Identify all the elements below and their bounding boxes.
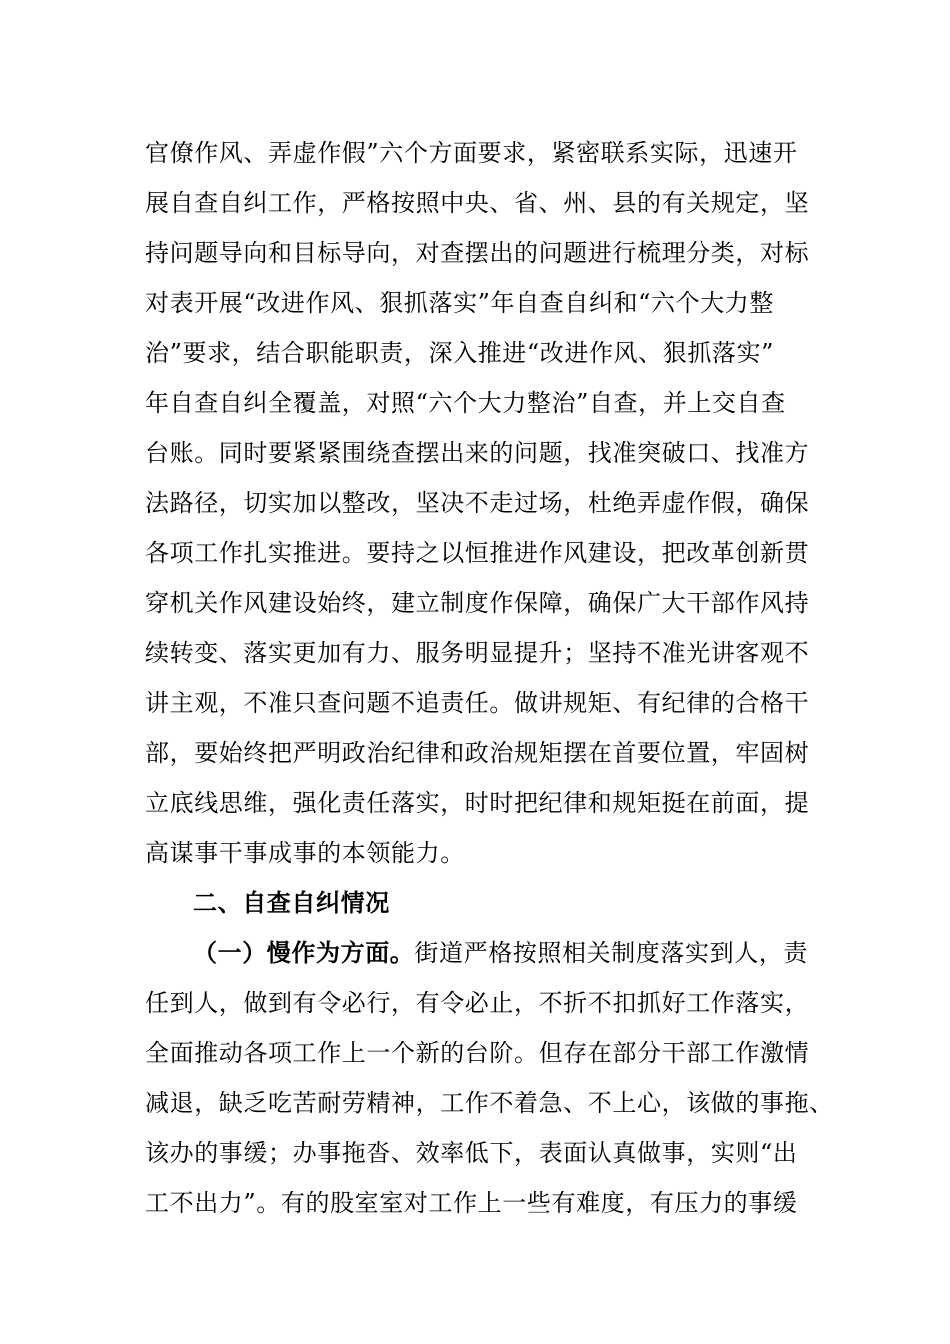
subsection-title: （一）慢作为方面。 — [193, 938, 415, 967]
paragraph-line: 部，要始终把严明政治纪律和政治规矩摆在首要位置，牢固树 — [145, 739, 810, 767]
paragraph-line: 任到人，做到有令必行，有令必止，不折不扣抓好工作落实， — [145, 989, 810, 1017]
paragraph-line: 法路径，切实加以整改，坚决不走过场，杜绝弄虚作假，确保 — [145, 489, 810, 517]
paragraph-line: 该办的事缓；办事拖沓、效率低下，表面认真做事，实则“出 — [145, 1139, 798, 1167]
paragraph-line: 台账。同时要紧紧围绕查摆出来的问题，找准突破口、找准方 — [145, 439, 810, 467]
paragraph-line: 对表开展“改进作风、狠抓落实”年自查自纠和“六个大力整 — [145, 289, 775, 317]
paragraph-line: 官僚作风、弄虚作假”六个方面要求，紧密联系实际，迅速开 — [145, 139, 798, 167]
subsection-first-line-text: 街道严格按照相关制度落实到人，责 — [414, 939, 809, 967]
paragraph-line: 年自查自纠全覆盖，对照“六个大力整治”自查，并上交自查 — [145, 389, 786, 417]
section-heading: 二、自查自纠情况 — [193, 888, 390, 917]
paragraph-line: 展自查自纠工作，严格按照中央、省、州、县的有关规定，坚 — [145, 189, 810, 217]
paragraph-line: 治”要求，结合职能职责，深入推进“改进作风、狠抓落实” — [145, 339, 775, 367]
paragraph-line: 穿机关作风建设始终，建立制度作保障，确保广大干部作风持 — [145, 589, 810, 617]
paragraph-line: 高谋事干事成事的本领能力。 — [145, 839, 465, 867]
paragraph-line: 讲主观，不准只查问题不追责任。做讲规矩、有纪律的合格干 — [145, 689, 810, 717]
paragraph-line: 持问题导向和目标导向，对查摆出的问题进行梳理分类，对标 — [145, 239, 810, 267]
paragraph-line: 工不出力”。有的股室室对工作上一些有难度，有压力的事缓 — [145, 1189, 798, 1217]
paragraph-line: 立底线思维，强化责任落实，时时把纪律和规矩挺在前面，提 — [145, 789, 810, 817]
paragraph-line: 减退，缺乏吃苦耐劳精神，工作不着急、不上心，该做的事拖、 — [145, 1089, 834, 1117]
subsection-first-line — [193, 938, 825, 968]
paragraph-line: 续转变、落实更加有力、服务明显提升；坚持不准光讲客观不 — [145, 639, 810, 667]
paragraph-line: 全面推动各项工作上一个新的台阶。但存在部分干部工作激情 — [145, 1039, 810, 1067]
paragraph-line: 各项工作扎实推进。要持之以恒推进作风建设，把改革创新贯 — [145, 539, 810, 567]
